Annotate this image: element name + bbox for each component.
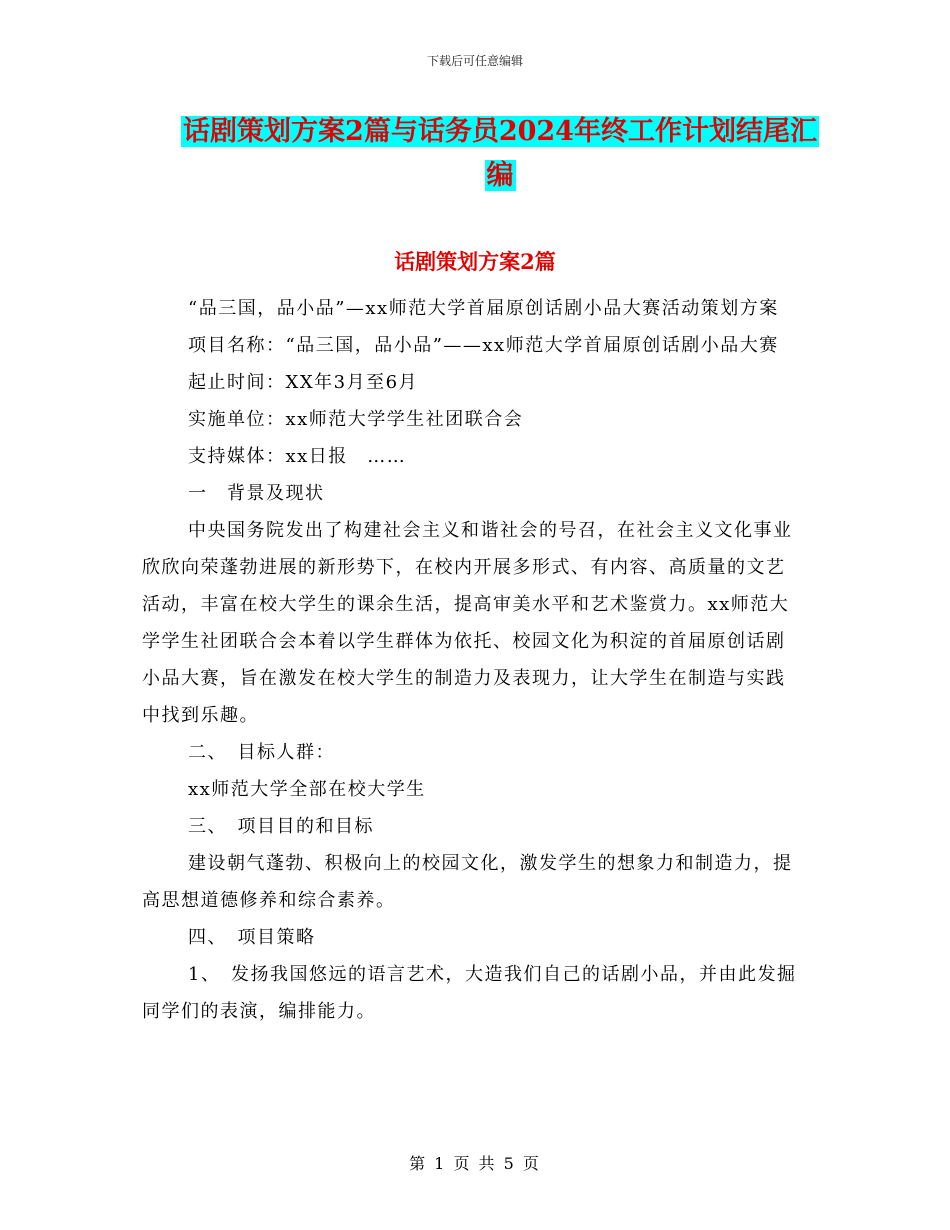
page-header-note: 下载后可任意编辑 <box>426 54 523 68</box>
paragraph: 1、 发扬我国悠远的语言艺术，大造我们自己的话剧小品，并由此发掘同学们的表演，编排能力。 <box>142 964 797 1022</box>
paragraph: 中央国务院发出了构建社会主义和谐社会的号召，在社会主义文化事业欣欣向荣蓬勃进展的新形势下，在校内开展多形式、有内容、高质量的文艺活动，丰富在校大学生的课余生活，提高审美水平和艺术鉴赏力。xx师范大学学生社团联合会本着以学生群体为依托、校园文化为积淀的首届原创话剧小品大赛，旨在激发在校大学生的制造力及表现力，让大学生在制造与实践中找到乐趣。 <box>142 520 793 726</box>
paragraph: xx师范大学全部在校大学生 <box>188 779 426 800</box>
paragraph: 三、 项目目的和目标 <box>188 816 374 837</box>
paragraph: 四、 项目策略 <box>188 927 316 948</box>
paragraph: 建设朝气蓬勃、积极向上的校园文化，激发学生的想象力和制造力，提高思想道德修养和综合素养。 <box>142 853 793 911</box>
paragraph: 起止时间：XX年3月至6月 <box>188 372 419 393</box>
page-number: 第 1 页 共 5 页 <box>409 1154 541 1173</box>
paragraph: 二、 目标人群： <box>188 742 335 763</box>
paragraph: “品三国，品小品”—xx师范大学首届原创话剧小品大赛活动策划方案 <box>188 298 779 319</box>
document-body <box>142 290 802 1030</box>
paragraph: 一 背景及现状 <box>188 483 325 504</box>
document-title <box>150 110 850 198</box>
document-title-line-2: 编 <box>486 160 514 191</box>
paragraph: 项目名称：“品三国，品小品”——xx师范大学首届原创话剧小品大赛 <box>188 335 779 356</box>
paragraph: 支持媒体：xx日报 …… <box>188 446 407 467</box>
section-title: 话剧策划方案2篇 <box>394 249 556 274</box>
paragraph: 实施单位：xx师范大学学生社团联合会 <box>188 409 524 430</box>
document-title-line-1: 话剧策划方案2篇与话务员2024年终工作计划结尾汇 <box>183 116 817 147</box>
